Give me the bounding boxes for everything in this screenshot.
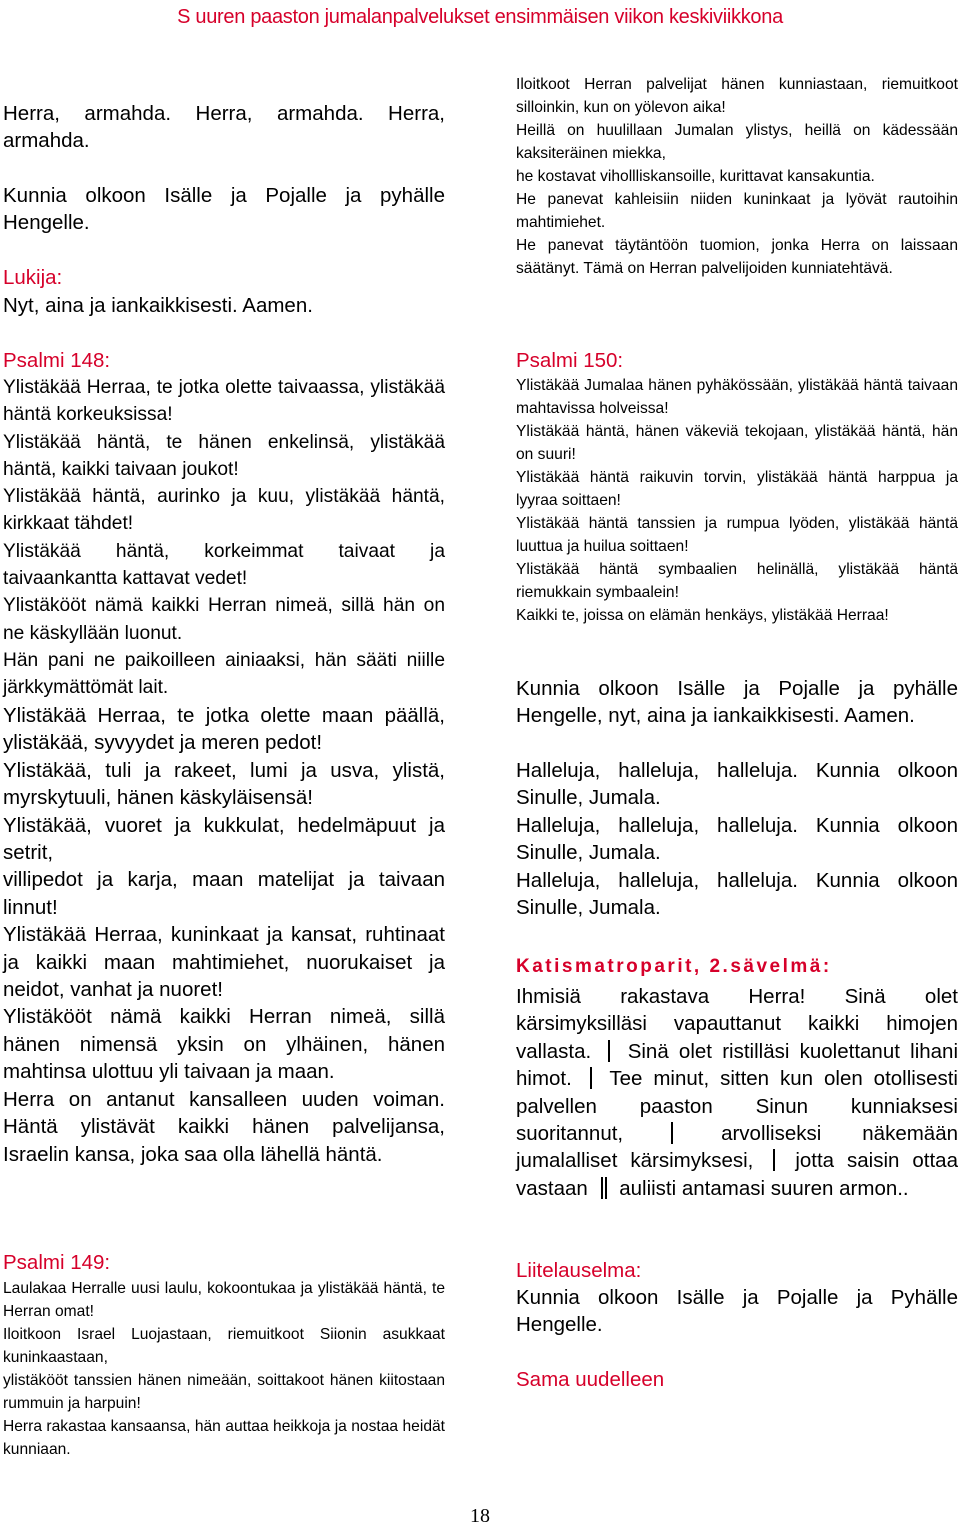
verse: Laulakaa Herralle uusi laulu, kokoontukaa ja ylistäkää häntä, te Herran omat! [3, 1280, 445, 1320]
verse: Iloitkoon Israel Luojastaan, riemuitkoot Siionin asukkaat kuninkaastaan, [3, 1326, 445, 1366]
verse: Ylistäkää, vuoret ja kukkulat, hedelmäpuut ja setrit, [3, 813, 445, 865]
verse: Iloitkoot Herran palvelijat hänen kunniastaan, riemuitkoot silloinkin, kun on yölevon aika! [516, 76, 958, 116]
verse: Ylistäkää häntä, aurinko ja kuu, ylistäkää häntä, kirkkaat tähdet! [3, 486, 445, 535]
verse: Ylistäkää häntä raikuvin torvin, ylistäkää häntä harppua ja lyyraa soittaen! [516, 469, 958, 509]
verse-divider [671, 1122, 673, 1144]
verse-divider [605, 1177, 607, 1199]
verse: Ylistäkää häntä, hänen väkeviä tekojaan, ylistäkää häntä, hän on suuri! [516, 423, 958, 463]
verse: Ylistäkää Herraa, te jotka olette maan päällä, ylistäkää, syvyydet ja meren pedot! [3, 704, 445, 755]
verse-divider [601, 1177, 603, 1199]
troparion-part: Sinä olet ristilläsi kuolettanut lihani himot. [516, 1039, 959, 1091]
troparion-part: Ihmisiä rakastava Herra! Sinä olet kärsimyksilläsi vapauttanut kaikki himojen vallasta. [516, 985, 958, 1063]
verse: ylistäkööt tanssien hänen nimeään, soittakoot hänen kiitostaan rummuin ja harpuin! [3, 1372, 445, 1412]
reader-text: Nyt, aina ja iankaikkisesti. Aamen. [3, 294, 313, 317]
glory: Kunnia olkoon Isälle ja Pojalle ja pyhälle Hengelle. [3, 184, 445, 235]
verse-divider [773, 1149, 775, 1171]
verse: Ylistäkööt nämä kaikki Herran nimeä, sillä hän on ne käskyllään luonut. [3, 595, 445, 644]
liitelauselma-label: Liitelauselma: [516, 1259, 642, 1282]
halleluja-block [516, 757, 958, 921]
reader-label: Lukija: [3, 266, 63, 289]
psalm-150-text [516, 374, 958, 627]
verse: Hän pani ne paikoilleen ainiaaksi, hän sääti niille järkkymättömät lait. [3, 649, 445, 699]
verse: He panevat täytäntöön tuomion, jonka Herra on laissaan säätänyt. Tämä on Herran palvelijoiden kunniatehtävä. [516, 237, 958, 277]
liitelauselma-text: Kunnia olkoon Isälle ja Pojalle ja Pyhälle Hengelle. [516, 1286, 958, 1337]
doxology: Kunnia olkoon Isälle ja Pojalle ja pyhälle Hengelle, nyt, aina ja iankaikkisesti. Aamen. [516, 677, 958, 728]
troparion-part: auliisti antamasi suuren armon.. [619, 1176, 909, 1200]
verse: Ylistäkää Jumalaa hänen pyhäkössään, ylistäkää häntä taivaan mahtavissa holveissa! [516, 377, 958, 417]
verse: Ylistäkää häntä, korkeimmat taivaat ja taivaankantta kattavat vedet! [3, 540, 445, 590]
verse: he kostavat vihollliskansoille, kurittavat kansakuntia. [516, 168, 875, 185]
katismatroparit-text [516, 983, 958, 1202]
psalm-148-text [3, 374, 445, 702]
psalm-150-title: Psalmi 150: [516, 349, 624, 372]
halleluja-line: Halleluja, halleluja, halleluja. Kunnia olkoon Sinulle, Jumala. [516, 868, 958, 920]
verse: Ylistäkää häntä, te hänen enkelinsä, ylistäkää häntä, kaikki taivaan joukot! [3, 431, 445, 480]
page-number: 18 [470, 1505, 490, 1527]
halleluja-line: Halleluja, halleluja, halleluja. Kunnia olkoon Sinulle, Jumala. [516, 759, 958, 810]
verse: Ylistäkää Herraa, kuninkaat ja kansat, ruhtinaat ja kaikki maan mahtimiehet, nuorukaiset ja neidot, vanhat ja nuoret! [3, 923, 445, 1002]
kyrie: Herra, armahda. Herra, armahda. Herra, armahda. [3, 102, 445, 153]
verse: villipedot ja karja, maan matelijat ja taivaan linnut! [3, 868, 445, 919]
page-header: S uuren paaston jumalanpalvelukset ensimmäisen viikon keskiviikkona [177, 6, 783, 28]
troparion-part: Tee minut, sitten kun olen otollisesti palvellen paaston Sinun kunniaksesi suoritannut, [516, 1067, 958, 1146]
psalm-149-text [3, 1277, 445, 1461]
troparion-part: jotta saisin ottaa vastaan [516, 1149, 958, 1200]
psalm-149-continued [516, 73, 958, 280]
psalm-148-title: Psalmi 148: [3, 349, 111, 372]
psalm-148-text-2 [3, 702, 445, 1168]
verse: Ylistäkää häntä tanssien ja rumpua lyöden, ylistäkää häntä luuttua ja huilua soittaen! [516, 515, 958, 555]
halleluja-line: Halleluja, halleluja, halleluja. Kunnia olkoon Sinulle, Jumala. [516, 813, 958, 865]
verse: Ylistäkää, tuli ja rakeet, lumi ja usva, ylistä, myrskytuuli, hänen käskyläisensä! [3, 758, 445, 810]
verse: Ylistäkööt nämä kaikki Herran nimeä, sillä hänen nimensä yksin on ylhäinen, hänen mahtinsa ulottuu yli taivaan ja maan. [3, 1005, 445, 1084]
verse: Herra rakastaa kansaansa, hän auttaa heikkoja ja nostaa heidät kunniaan. [3, 1418, 445, 1458]
verse: He panevat kahleisiin niiden kuninkaat ja lyövät rautoihin mahtimiehet. [516, 191, 958, 231]
verse: Heillä on huulillaan Jumalan ylistys, heillä on kädessään kaksiteräinen miekka, [516, 122, 958, 162]
repeat-instruction: Sama uudelleen [516, 1368, 665, 1391]
verse: Kaikki te, joissa on elämän henkäys, ylistäkää Herraa! [516, 607, 889, 624]
katismatroparit-title: Katismatroparit, 2.sävelmä: [516, 956, 832, 977]
psalm-149-title: Psalmi 149: [3, 1251, 111, 1274]
verse: Herra on antanut kansalleen uuden voiman. Häntä ylistävät kaikki hänen palvelijansa, Israelin kansa, joka saa olla lähellä häntä. [3, 1087, 445, 1166]
troparion-part: arvolliseksi näkemään jumalalliset kärsimyksesi, [516, 1122, 958, 1173]
verse: Ylistäkää Herraa, te jotka olette taivaassa, ylistäkää häntä korkeuksissa! [3, 377, 445, 426]
verse-divider [590, 1067, 592, 1089]
verse: Ylistäkää häntä symbaalien helinällä, ylistäkää häntä riemukkain symbaalein! [516, 561, 958, 601]
verse-divider [608, 1040, 610, 1062]
